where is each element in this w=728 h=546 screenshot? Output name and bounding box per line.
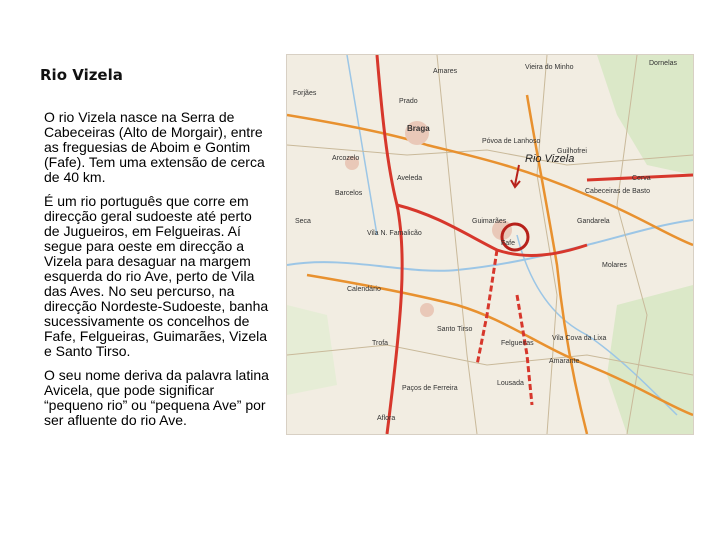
svg-text:Gandarela: Gandarela (577, 218, 610, 225)
svg-text:Forjães: Forjães (293, 90, 317, 97)
svg-text:Molares: Molares (602, 262, 627, 269)
svg-text:Aflora: Aflora (377, 415, 396, 422)
svg-text:Póvoa de Lanhoso: Póvoa de Lanhoso (482, 138, 541, 145)
svg-text:Vila N. Famalicão: Vila N. Famalicão (367, 230, 422, 237)
paragraph-source: O rio Vizela nasce na Serra de Cabeceiras (Alto de Morgair), entre as freguesias de Aboim e Gontim (Fafe). Tem uma extensão de cerca de 40 km. (44, 109, 265, 185)
map-annotation: Rio Vizela (525, 153, 575, 165)
svg-text:Guilhofrei: Guilhofrei (557, 148, 587, 155)
svg-text:Amares: Amares (433, 68, 458, 75)
slide-body (44, 110, 270, 437)
svg-text:Vila Cova da Lixa: Vila Cova da Lixa (552, 335, 607, 342)
svg-text:Cerva: Cerva (632, 175, 651, 182)
svg-text:Arcozelo: Arcozelo (332, 155, 360, 162)
svg-text:Lousada: Lousada (497, 380, 524, 387)
svg-text:Calendário: Calendário (347, 286, 381, 293)
svg-text:Vieira do Minho: Vieira do Minho (525, 64, 574, 71)
svg-text:Aveleda: Aveleda (397, 175, 423, 182)
svg-text:Amarante: Amarante (549, 358, 580, 365)
svg-text:Cabeceiras de Basto: Cabeceiras de Basto (585, 188, 650, 195)
svg-text:Santo Tirso: Santo Tirso (437, 326, 473, 333)
svg-text:Prado: Prado (399, 98, 418, 105)
svg-text:Seca: Seca (295, 218, 311, 225)
svg-text:Paços de Ferreira: Paços de Ferreira (402, 385, 458, 392)
svg-text:Guimarães: Guimarães (472, 218, 507, 225)
svg-text:Felgueiras: Felgueiras (501, 340, 534, 347)
svg-text:Braga: Braga (407, 124, 430, 133)
slide-title: Rio Vizela (40, 66, 123, 84)
road-map-image (286, 54, 694, 435)
svg-text:Fafe: Fafe (501, 240, 516, 247)
svg-text:Dornelas: Dornelas (649, 60, 678, 67)
svg-text:Barcelos: Barcelos (335, 190, 363, 197)
paragraph-etymology: O seu nome deriva da palavra latina Avicela, que pode significar “pequeno rio” ou “pequena Ave” por ser afluente do rio Ave. (44, 367, 269, 428)
svg-text:Trofa: Trofa (372, 340, 389, 347)
paragraph-course: É um rio português que corre em direcção geral sudoeste até perto de Jugueiros, em Felgueiras. Aí segue para oeste em direcção a Vizela para desaguar na margem esquerda do rio Ave, perto de Vila das Aves. No seu percurso, na direcção Nordeste-Sudoeste, banha sucessivamente os concelhos de Fafe, Felgueiras, Guimarães, Vizela e Santo Tirso. (44, 193, 269, 359)
map-graphic (287, 55, 693, 434)
